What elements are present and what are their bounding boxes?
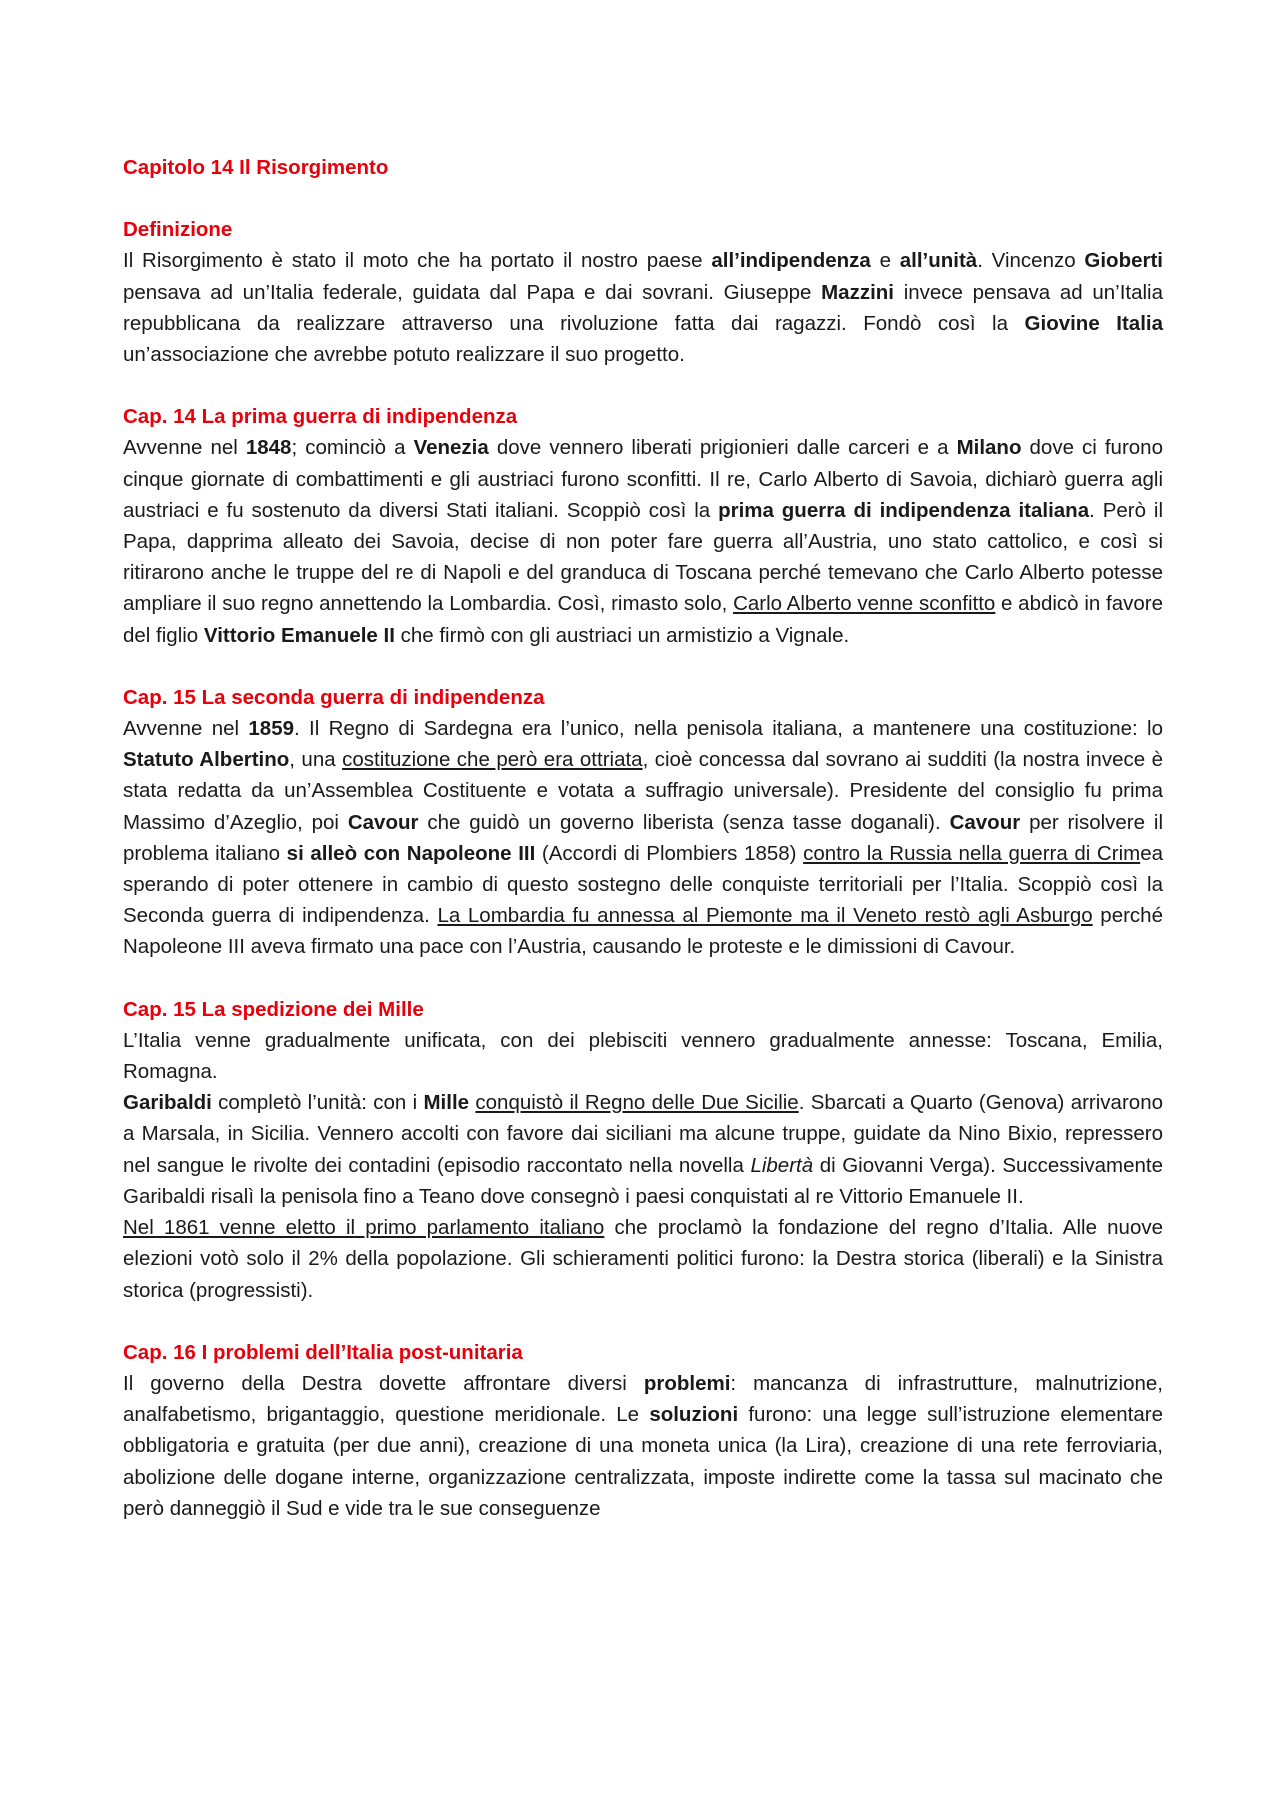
text-run: dove vennero liberati prigionieri dalle carceri e a: [488, 436, 957, 460]
bold-text: Mille: [423, 1091, 470, 1115]
text-run: , cioè concessa dal sovrano ai sudditi (la nostra invece è stata redatta da un’Assemblea Costituente e votata a suffragio universale). Presidente del consiglio fu prima Massimo d’Azeglio, poi: [123, 748, 1163, 834]
bold-text: all’indipendenza: [711, 249, 871, 273]
text-run: ; cominciò a: [291, 436, 414, 460]
text-run: invece pensava ad un’Italia repubblicana da realizzare attraverso una rivoluzione fatta dai ragazzi. Fondò così la: [123, 280, 1163, 335]
section-problemi-post-unitaria: [123, 1337, 1163, 1524]
bold-text: Garibaldi: [123, 1091, 212, 1115]
bold-text: Cavour: [347, 810, 419, 834]
section-heading: Cap. 15 La spedizione dei Mille: [123, 997, 424, 1021]
text-run: perché Napoleone III aveva firmato una pace con l’Austria, causando le proteste e le dimissioni di Cavour.: [123, 904, 1163, 959]
bold-text: si alleò con Napoleone III: [286, 841, 536, 865]
bold-text: Vittorio Emanuele II: [203, 623, 395, 647]
text-run: . Vincenzo: [977, 249, 1085, 273]
underlined-text: costituzione che però era ottriata: [342, 748, 643, 772]
text-run: di Giovanni Verga). Successivamente Garibaldi risalì la penisola fino a Teano dove consegnò i paesi conquistati al re Vittorio Emanuele II.: [123, 1153, 1163, 1208]
paragraph: [123, 1212, 1163, 1306]
text-run: e abdicò in favore del figlio: [123, 592, 1163, 647]
paragraph: [123, 1368, 1163, 1524]
text-run: per risolvere il problema italiano: [123, 810, 1163, 865]
section-seconda-guerra: [123, 682, 1163, 963]
section-heading: Cap. 15 La seconda guerra di indipendenza: [123, 685, 545, 709]
paragraph: [123, 1025, 1163, 1087]
text-run: . Sbarcati a Quarto (Genova) arrivarono a Marsala, in Sicilia. Vennero accolti con favore dai siciliani ma alcune truppe, guidate da Nino Bixio, repressero nel sangue le rivolte dei contadini (episodio raccontato nella novella: [123, 1091, 1163, 1177]
text-run: che proclamò la fondazione del regno d’Italia. Alle nuove elezioni votò solo il 2% della popolazione. Gli schieramenti politici furono: la Destra storica (liberali) e la Sinistra storica (progressisti).: [123, 1216, 1163, 1302]
text-run: . Però il Papa, dapprima alleato dei Savoia, decise di non poter fare guerra all’Austria, uno stato cattolico, e così si ritirarono anche le truppe del re di Napoli e del granduca di Toscana perché temevano che Carlo Alberto potesse ampliare il suo regno annettendo la Lombardia. Così, rimasto solo,: [123, 498, 1164, 616]
bold-text: prima guerra di indipendenza italiana: [718, 498, 1090, 522]
text-run: dove ci furono cinque giornate di combattimenti e gli austriaci furono sconfitti. Il re, Carlo Alberto di Savoia, dichiarò guerra agli austriaci e fu sostenuto da diversi Stati italiani. Scoppiò così la: [123, 436, 1163, 522]
bold-text: soluzioni: [649, 1403, 739, 1427]
section-spedizione-mille: [123, 994, 1163, 1306]
bold-text: Statuto Albertino: [123, 748, 290, 772]
bold-text: all’unità: [899, 249, 978, 273]
text-run: ea sperando di poter ottenere in cambio di questo sostegno delle conquiste territoriali per l’Italia. Scoppiò così la Seconda guerra di indipendenza.: [123, 841, 1164, 928]
underlined-text: La Lombardia fu annessa al Piemonte ma il Veneto restò agli Asburgo: [437, 904, 1093, 928]
section-heading: Definizione: [123, 218, 233, 242]
bold-text: 1848: [245, 436, 292, 460]
bold-text: 1859: [248, 717, 295, 741]
section-prima-guerra: [123, 401, 1163, 651]
bold-text: Milano: [956, 436, 1022, 460]
bold-text: Cavour: [949, 810, 1021, 834]
paragraph: [123, 245, 1163, 370]
text-run: furono: una legge sull’istruzione elementare obbligatoria e gratuita (per due anni), creazione di una moneta unica (la Lira), creazione di una rete ferroviaria, abolizione delle dogane interne, organizzazione centralizzata, imposte indirette come la tassa sul macinato che però danneggiò il Sud e vide tra le sue conseguenze: [123, 1403, 1163, 1520]
underlined-text: conquistò il Regno delle Due Sicilie: [475, 1091, 799, 1115]
document-title: Capitolo 14 Il Risorgimento: [123, 156, 389, 179]
document-page: [123, 152, 1163, 1555]
underlined-text: Carlo Alberto venne sconfitto: [733, 592, 996, 616]
text-run: che guidò un governo liberista (senza tasse doganali).: [418, 810, 950, 834]
bold-text: Gioberti: [1084, 249, 1163, 273]
italic-text: Libertà: [750, 1153, 814, 1177]
underlined-text: Nel 1861 venne eletto il primo parlamento italiano: [123, 1216, 605, 1240]
paragraph: [123, 432, 1163, 650]
bold-text: problemi: [643, 1371, 731, 1395]
text-run: , una: [289, 748, 343, 772]
text-run: e: [870, 249, 900, 273]
underlined-text: contro la Russia nella guerra di Crim: [803, 841, 1141, 865]
section-heading: Cap. 16 I problemi dell’Italia post-unitaria: [123, 1340, 523, 1364]
text-run: . Il Regno di Sardegna era l’unico, nella penisola italiana, a mantenere una costituzione: lo: [294, 717, 1164, 741]
paragraph: [123, 1087, 1163, 1212]
text-run: Avvenne nel: [123, 717, 249, 741]
text-run: : mancanza di infrastrutture, malnutrizione, analfabetismo, brigantaggio, questione meridionale. Le: [123, 1371, 1163, 1427]
text-run: pensava ad un’Italia federale, guidata dal Papa e dai sovrani. Giuseppe: [123, 280, 822, 304]
text-run: Il Risorgimento è stato il moto che ha portato il nostro paese: [123, 249, 712, 273]
text-run: che firmò con gli austriaci un armistizio a Vignale.: [394, 623, 850, 647]
text-run: un’associazione che avrebbe potuto realizzare il suo progetto.: [123, 343, 685, 367]
section-definizione: [123, 214, 1163, 370]
text-run: (Accordi di Plombiers 1858): [535, 841, 804, 865]
text-run: L’Italia venne gradualmente unificata, con dei plebisciti vennero gradualmente annesse: Toscana, Emilia, Romagna.: [123, 1028, 1163, 1084]
bold-text: Giovine Italia: [1024, 311, 1163, 335]
section-heading: Cap. 14 La prima guerra di indipendenza: [123, 405, 518, 429]
bold-text: Venezia: [413, 436, 489, 460]
text-run: Il governo della Destra dovette affrontare diversi: [123, 1371, 644, 1395]
paragraph: [123, 713, 1163, 963]
bold-text: Mazzini: [821, 280, 895, 304]
text-run: Avvenne nel: [123, 436, 246, 460]
text-run: completò l’unità: con i: [211, 1091, 424, 1115]
